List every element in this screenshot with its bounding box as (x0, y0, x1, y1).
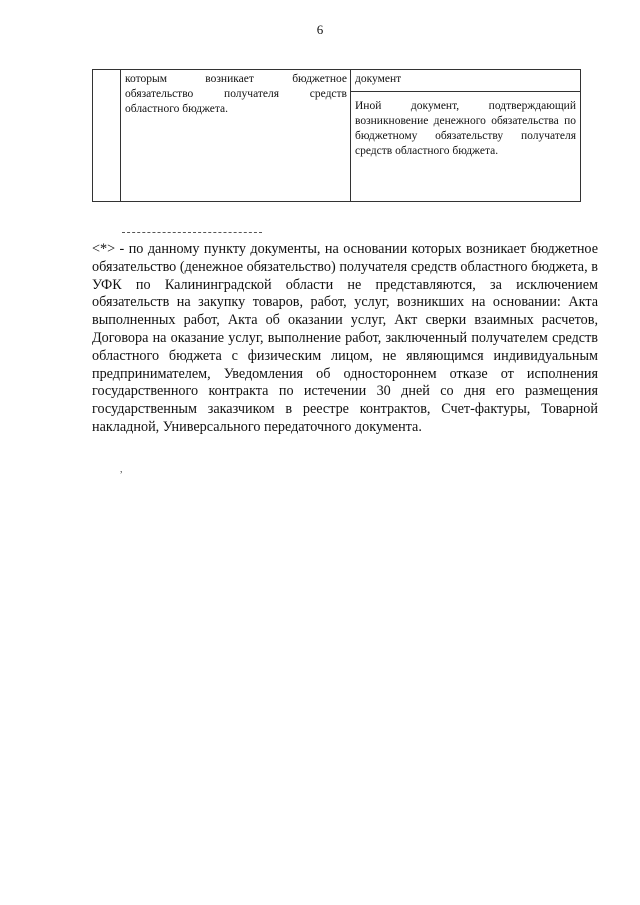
obligation-text: которым возникает бюджетное обязательство получателя средств областного бюджета. (125, 73, 347, 115)
table-cell-document (351, 70, 581, 202)
other-document-text: Иной документ, подтверждающий возникновение денежного обязательства по бюджетному обязательству получателя средств областного бюджета. (355, 100, 576, 157)
stray-mark: , (120, 464, 123, 475)
footnote-separator (122, 232, 262, 233)
document-table (92, 69, 581, 202)
document-label: документ (351, 70, 580, 92)
table-cell-empty (93, 70, 121, 202)
table-row (93, 70, 581, 202)
footnote-text: <*> - по данному пункту документы, на основании которых возникает бюджетное обязательство (денежное обязательство) получателя средств областного бюджета, в УФК по Калининградской области не представляются, за исключением обязательств на закупку товаров, работ, услуг, возникших на основании: Акта выполненных работ, Акта об оказании услуг, Акт сверки взаимных расчетов, Договора на оказание услуг, выполнение работ, заключенный получателем средств областного бюджета с физическим лицом, не являющимся индивидуальным предпринимателем, Уведомления об одностороннем отказе от исполнения государственного контракта по истечении 30 дней со дня его размещения государственным заказчиком в реестре контрактов, Счет-фактуры, Товарной накладной, Универсального передаточного документа. (92, 241, 598, 435)
page-number: 6 (316, 22, 324, 37)
table-cell-obligation-text (121, 70, 351, 202)
